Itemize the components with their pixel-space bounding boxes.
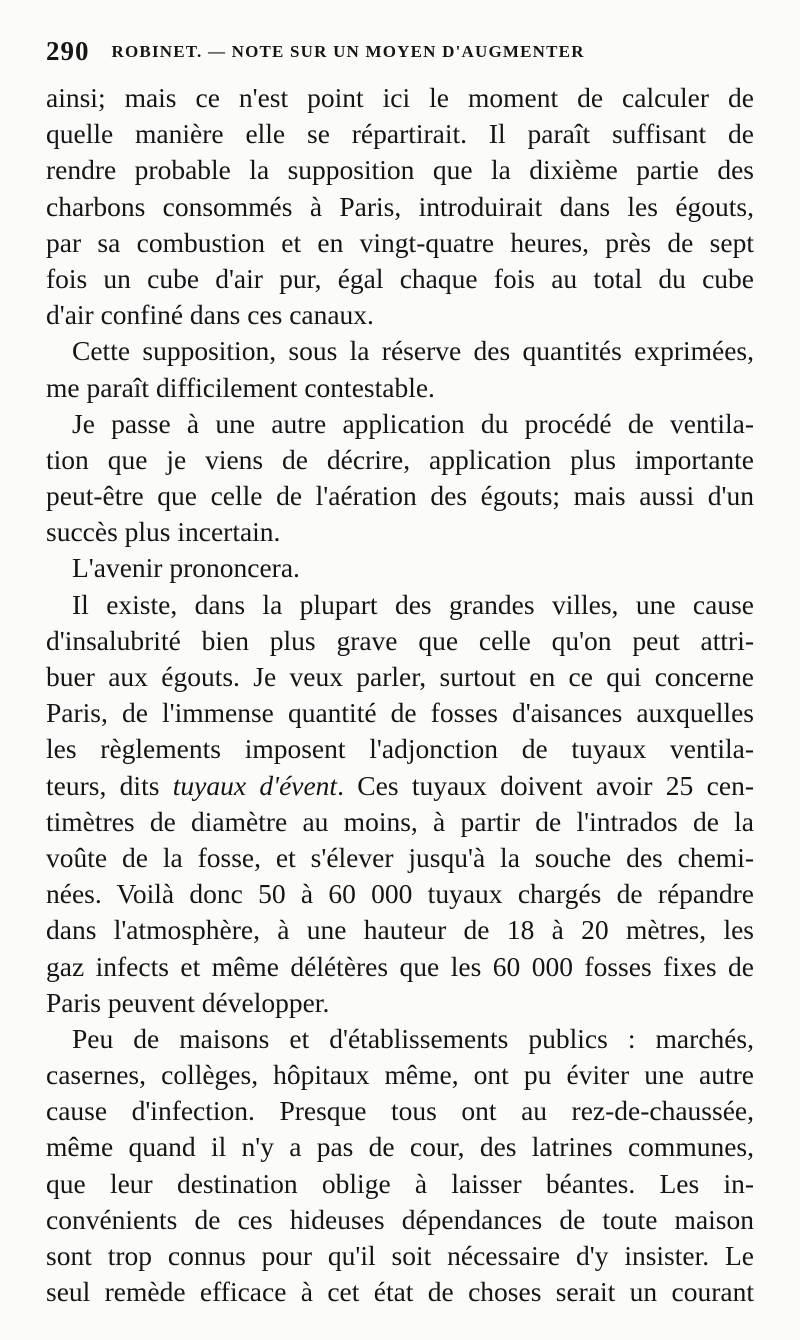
text-line: convénients de ces hideuses dépendances de toute maison — [46, 1203, 754, 1235]
text-line: nées. Voilà donc 50 à 60 000 tuyaux chargés de répandre — [46, 878, 754, 910]
text-line: L'avenir prononcera. — [72, 552, 300, 584]
running-head: ROBINET. — NOTE SUR UN MOYEN D'AUGMENTER — [111, 42, 585, 61]
text-line: peut-être que celle de l'aération des égouts; mais aussi d'un — [46, 480, 754, 512]
text-line: me paraît difficilement contestable. — [46, 371, 435, 403]
text-line: les règlements imposent l'adjonction de tuyaux ventila- — [46, 733, 754, 765]
text-line: sont trop connus pour qu'il soit nécessaire d'y insister. Le — [46, 1240, 754, 1271]
text-line: Peu de maisons et d'établissements publics : marchés, — [72, 1022, 754, 1054]
text-line: tion que je viens de décrire, application plus importante — [46, 443, 754, 475]
text-line: Cette supposition, sous la réserve des quantités exprimées, — [72, 335, 754, 367]
text-line: Je passe à une autre application du procédé de ventila- — [72, 407, 754, 439]
text-line: Paris peuvent développer. — [46, 986, 330, 1018]
text-line: que leur destination oblige à laisser béantes. Les in- — [46, 1167, 754, 1199]
text-line: Il existe, dans la plupart des grandes villes, une cause — [72, 588, 754, 620]
text-line: teurs, dits tuyaux d'évent. Ces tuyaux doivent avoir 25 cen- — [46, 769, 754, 801]
text-line: succès plus incertain. — [46, 516, 281, 548]
text-line: voûte de la fosse, et s'élever jusqu'à la souche des chemi- — [46, 841, 754, 873]
text-line: cause d'infection. Presque tous ont au rez-de-chaussée, — [46, 1095, 754, 1127]
text-line: par sa combustion et en vingt-quatre heures, près de sept — [46, 226, 754, 258]
text-line: gaz infects et même délétères que les 60 000 fosses fixes de — [46, 950, 754, 982]
page-header — [46, 36, 766, 68]
text-line: rendre probable la supposition que la dixième partie des — [46, 154, 754, 186]
text-line: casernes, collèges, hôpitaux même, ont pu éviter une autre — [46, 1059, 754, 1091]
text-line: fois un cube d'air pur, égal chaque fois au total du cube — [46, 262, 754, 294]
text-line: d'insalubrité bien plus grave que celle qu'on peut attri- — [46, 624, 754, 656]
text-line: seul remède efficace à cet état de choses serait un courant — [46, 1276, 754, 1308]
page-number: 290 — [46, 36, 90, 66]
text-line: même quand il n'y a pas de cour, des latrines communes, — [46, 1131, 754, 1163]
text-line: dans l'atmosphère, à une hauteur de 18 à 20 mètres, les — [46, 914, 754, 946]
text-line: quelle manière elle se répartirait. Il paraît suffisant de — [46, 118, 754, 150]
text-line: d'air confiné dans ces canaux. — [46, 299, 374, 331]
text-line: Paris, de l'immense quantité de fosses d'aisances auxquelles — [46, 697, 754, 729]
text-line: ainsi; mais ce n'est point ici le moment de calculer de — [46, 82, 754, 113]
text-line: buer aux égouts. Je veux parler, surtout en ce qui concerne — [46, 661, 754, 692]
text-line: timètres de diamètre au moins, à partir de l'intrados de la — [46, 805, 754, 837]
text-line: charbons consommés à Paris, introduirait dans les égouts, — [46, 190, 754, 222]
body-text — [46, 80, 754, 1310]
